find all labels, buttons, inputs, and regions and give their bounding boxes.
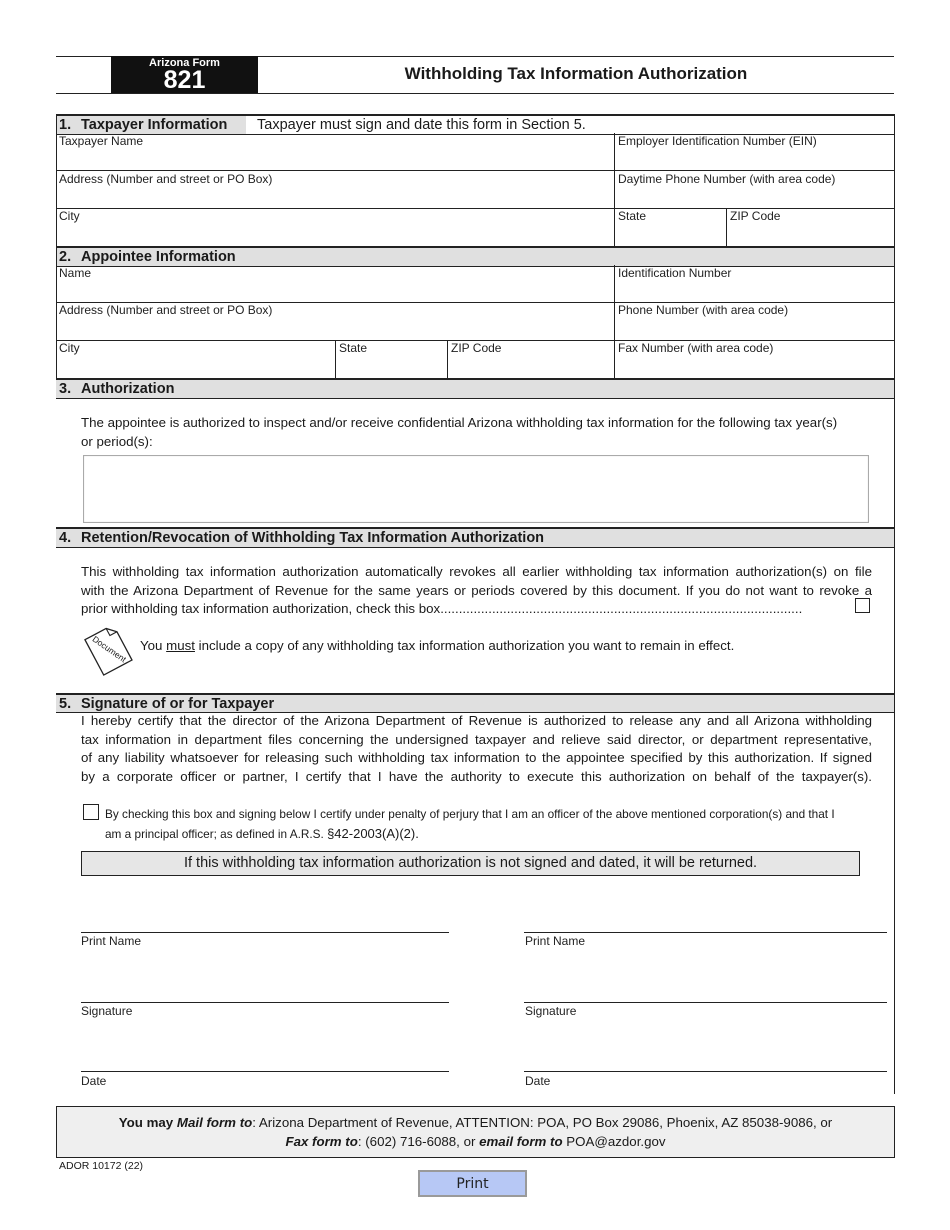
certification-line4: by a corporate officer or partner, I certify that I have the authority to execute this authorization on behalf of the taxpayer(s). xyxy=(81,769,872,784)
signature-label-left: Signature xyxy=(81,1004,133,1018)
taxpayer-state-label: State xyxy=(618,209,647,223)
appointee-city-field[interactable] xyxy=(58,357,335,377)
appointee-fax-field[interactable] xyxy=(617,357,895,377)
revocation-text-line2: with the Arizona Department of Revenue for the same years or periods covered by this document. If you do not want to revoke a xyxy=(81,583,872,598)
form-label: Arizona Form xyxy=(149,57,220,69)
certification-line2: tax information in department files concerning the undersigned taxpayer and relieve said director, or department representative, xyxy=(81,732,872,747)
date-field-left[interactable] xyxy=(81,1051,453,1071)
date-field-right[interactable] xyxy=(524,1051,891,1071)
identification-number-label: Identification Number xyxy=(618,266,732,280)
mailing-info-box xyxy=(56,1106,895,1158)
form-number: 821 xyxy=(163,66,206,94)
dot-leader: .................................................................................................. xyxy=(440,601,803,616)
section3-number: 3. xyxy=(59,381,72,397)
section3-header xyxy=(56,378,894,399)
form-code: ADOR 10172 (22) xyxy=(59,1160,144,1172)
include-copy-note-end: include a copy of any withholding tax information authorization you want to remain in effect. xyxy=(194,638,735,653)
section1-note: Taxpayer must sign and date this form in Section 5. xyxy=(257,117,586,133)
appointee-address-label: Address (Number and street or PO Box) xyxy=(59,303,273,317)
section2-heading: Appointee Information xyxy=(81,249,236,265)
appointee-name-label: Name xyxy=(59,266,92,280)
signature-field-left[interactable] xyxy=(81,982,453,1002)
revocation-text-line3-text: prior withholding tax information authorization, check this box xyxy=(81,601,441,616)
appointee-address-field[interactable] xyxy=(58,319,614,339)
daytime-phone-field[interactable] xyxy=(617,188,895,208)
authorization-text-line1: The appointee is authorized to inspect and/or receive confidential Arizona withholding tax information for the following tax year(s) xyxy=(81,415,838,430)
document-icon-label: Document xyxy=(90,633,129,665)
appointee-name-field[interactable] xyxy=(58,282,614,302)
fax-form-to-label: Fax form to xyxy=(285,1133,358,1149)
section5-heading: Signature of or for Taxpayer xyxy=(81,696,275,712)
section4-heading: Retention/Revocation of Withholding Tax Information Authorization xyxy=(81,530,545,546)
officer-certification-line2-text: am a principal officer; as defined in A.R.S. xyxy=(105,827,328,841)
officer-certification-line1: By checking this box and signing below I certify under penalty of perjury that I am an officer of the above mentioned corporation(s) and that I xyxy=(105,807,835,821)
taxpayer-state-field[interactable] xyxy=(617,225,726,245)
keep-prior-authorization-checkbox[interactable] xyxy=(855,598,870,613)
section5-header xyxy=(56,693,894,713)
officer-certification-checkbox[interactable] xyxy=(83,804,99,820)
section1-number: 1. xyxy=(59,117,72,133)
mail-address: : Arizona Department of Revenue, ATTENTION: POA, PO Box 29086, Phoenix, AZ 85038-9086, or xyxy=(252,1115,833,1130)
section3-heading: Authorization xyxy=(81,381,175,397)
appointee-state-label: State xyxy=(339,341,368,355)
section4-header xyxy=(56,527,894,548)
taxpayer-zip-field[interactable] xyxy=(729,225,895,245)
fax-number: : (602) 716-6088, or xyxy=(357,1133,480,1149)
signature-field-right[interactable] xyxy=(524,982,891,1002)
unsigned-warning-box xyxy=(81,851,860,876)
email-form-to-label: email form to xyxy=(479,1133,563,1149)
daytime-phone-label: Daytime Phone Number (with area code) xyxy=(618,172,836,186)
print-name-label-right: Print Name xyxy=(525,934,586,948)
print-name-label-left: Print Name xyxy=(81,934,142,948)
include-copy-note xyxy=(140,637,734,656)
section2-header xyxy=(56,246,894,267)
unsigned-warning-text: If this withholding tax information authorization is not signed and dated, it will be returned. xyxy=(183,855,758,871)
tax-periods-field[interactable] xyxy=(83,455,869,523)
taxpayer-name-label: Taxpayer Name xyxy=(59,134,144,148)
certification-line3: of any liability whatsoever for releasing such withholding tax information to the appointee specified by this authorization. If signed xyxy=(81,750,872,765)
authorization-text-line2: or period(s): xyxy=(81,434,153,449)
appointee-zip-field[interactable] xyxy=(450,357,614,377)
page-title: Withholding Tax Information Authorization xyxy=(404,64,748,83)
section1-heading: Taxpayer Information xyxy=(81,117,228,133)
statute-reference: §42-2003(A)(2). xyxy=(327,826,419,841)
ein-label: Employer Identification Number (EIN) xyxy=(618,134,817,148)
section2-number: 2. xyxy=(59,249,72,265)
date-label-left: Date xyxy=(81,1074,107,1088)
print-button[interactable]: Print xyxy=(418,1170,527,1197)
signature-label-right: Signature xyxy=(525,1004,577,1018)
section5-number: 5. xyxy=(59,696,72,712)
ein-field[interactable] xyxy=(617,150,895,170)
appointee-phone-label: Phone Number (with area code) xyxy=(618,303,789,317)
form-number-box xyxy=(111,56,258,93)
appointee-zip-label: ZIP Code xyxy=(451,341,502,355)
certification-line1: I hereby certify that the director of the Arizona Department of Revenue is authorized to release any and all Arizona withholding xyxy=(81,713,872,728)
revocation-text-line3 xyxy=(81,600,843,619)
taxpayer-address-field[interactable] xyxy=(58,188,614,208)
section1-header xyxy=(56,114,894,135)
print-name-field-left[interactable] xyxy=(81,912,453,932)
taxpayer-zip-label: ZIP Code xyxy=(730,209,781,223)
revocation-text-line1: This withholding tax information authorization automatically revokes all earlier withholding tax information authorization(s) on file xyxy=(81,564,872,579)
email-address: POA@azdor.gov xyxy=(562,1133,666,1149)
appointee-phone-field[interactable] xyxy=(617,319,895,339)
officer-certification-line2 xyxy=(105,825,419,843)
date-label-right: Date xyxy=(525,1074,551,1088)
identification-number-field[interactable] xyxy=(617,282,895,302)
appointee-state-field[interactable] xyxy=(338,357,447,377)
taxpayer-city-label: City xyxy=(59,209,80,223)
include-copy-note-start: You xyxy=(140,638,167,653)
mail-form-to-label: Mail form to xyxy=(176,1115,253,1130)
taxpayer-address-label: Address (Number and street or PO Box) xyxy=(59,172,273,186)
document-icon xyxy=(80,620,136,678)
appointee-city-label: City xyxy=(59,341,80,355)
must-emphasis: must xyxy=(166,638,195,653)
section4-number: 4. xyxy=(59,530,72,546)
taxpayer-city-field[interactable] xyxy=(58,225,614,245)
appointee-fax-label: Fax Number (with area code) xyxy=(618,341,774,355)
you-may-text: You may xyxy=(118,1115,177,1130)
taxpayer-name-field[interactable] xyxy=(58,150,614,170)
print-name-field-right[interactable] xyxy=(524,912,891,932)
